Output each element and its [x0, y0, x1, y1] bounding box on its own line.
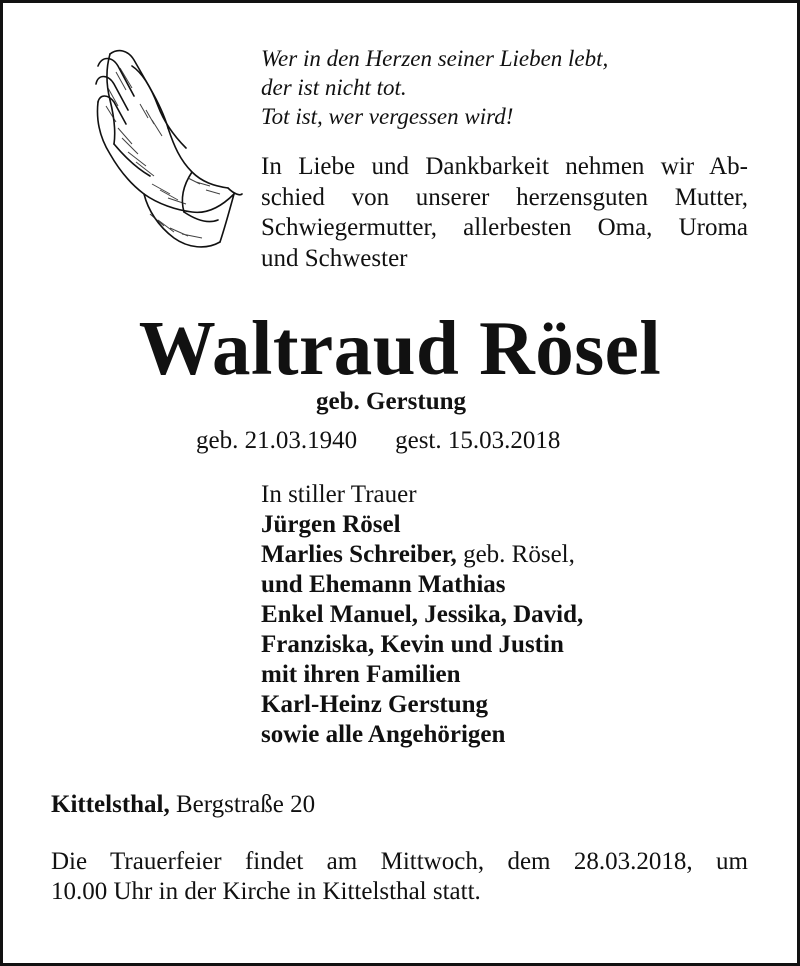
mourners-heading: In stiller Trauer [261, 481, 417, 508]
mourner-name: Marlies Schreiber, [261, 541, 457, 568]
birth-date: geb. 21.03.1940 [196, 427, 358, 454]
address-place: Kittelsthal, [51, 791, 170, 818]
death-date: gest. 15.03.2018 [395, 427, 561, 454]
mourner-line: mit ihren Familien [261, 661, 461, 688]
address [51, 790, 315, 820]
mourner-line: Karl-Heinz Gerstung [261, 691, 489, 718]
poem [261, 44, 608, 131]
service-line: Die Trauerfeier findet am Mittwoch, dem 28.03.2018, um [51, 848, 748, 875]
mourner-line [261, 540, 583, 570]
intro-text [261, 152, 748, 274]
mourners-list [261, 480, 583, 750]
poem-line: Wer in den Herzen seiner Lieben lebt, [261, 46, 609, 71]
intro-line: Schwiegermutter, allerbesten Oma, Uroma [261, 214, 748, 241]
address-street: Bergstraße 20 [169, 791, 316, 818]
intro-line: und Schwester [261, 244, 408, 272]
praying-hands-icon [88, 44, 243, 254]
intro-line: In Liebe und Dankbarkeit nehmen wir Ab- [261, 153, 748, 180]
life-dates [196, 425, 560, 457]
funeral-service-info [51, 847, 748, 907]
poem-line: der ist nicht tot. [261, 75, 407, 100]
mourner-line: und Ehemann Mathias [261, 571, 506, 598]
maiden-name: geb. Gerstung [316, 388, 466, 415]
mourner-line: sowie alle Angehörigen [261, 721, 506, 748]
mourner-line: Jürgen Rösel [261, 511, 401, 538]
poem-line: Tot ist, wer vergessen wird! [261, 104, 514, 129]
service-line: 10.00 Uhr in der Kirche in Kittelsthal statt. [51, 878, 481, 905]
intro-line: schied von unserer herzensguten Mutter, [261, 183, 748, 211]
deceased-name: Waltraud Rösel [138, 305, 662, 391]
mourner-note: geb. Rösel, [456, 541, 575, 568]
mourner-line: Franziska, Kevin und Justin [261, 631, 564, 658]
mourner-line: Enkel Manuel, Jessika, David, [261, 601, 584, 628]
